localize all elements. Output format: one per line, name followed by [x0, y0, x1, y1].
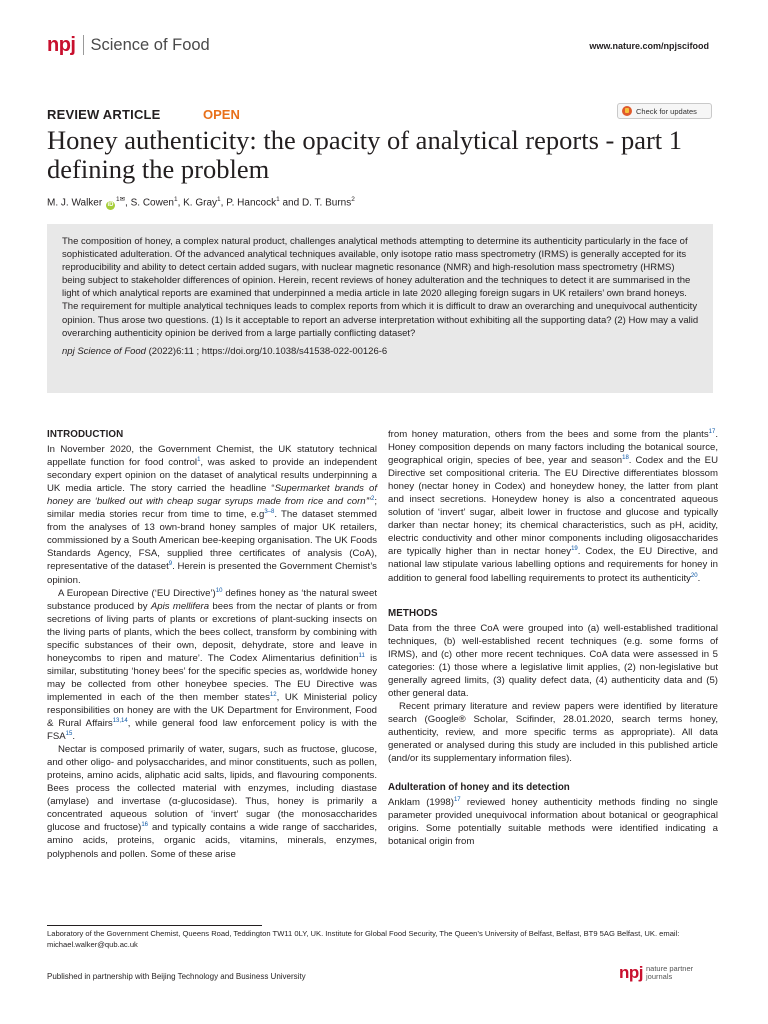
section-heading-methods: METHODS: [388, 607, 438, 619]
npj-logo: npj: [47, 33, 76, 56]
partnership-note: Published in partnership with Beijing Technology and Business University: [47, 972, 306, 981]
npj-footer-logo: npj: [619, 963, 643, 982]
body-paragraph: from honey maturation, others from the bees and some from the plants$^{17}$. Honey composition depends on many factors including the botanical source, geographical origin, species of bee, year and season$^{18}$. Codex and the EU Directive set compositional criteria. The EU Directive differentiates blossom honey (nectar honey in Codex) and honeydew honey, the latter from plant and insect secretions. Honeydew honey is also a concentrated aqueous solution of ‘invert’ sugar, albeit lower in fructose and glucose and typically darker than nectar honey; its chemical characteristics, such as pH, acidity, electric conductivity and other minor components including oligosaccharides are typically higher than in nectar honey$^{19}$. Codex, the EU Directive, and national law stipulate various labelling options and requirements for honey in addition to general food labelling requirements to protect its authenticity$^{20}$.: [388, 428, 719, 584]
section-heading-introduction: INTRODUCTION: [47, 429, 124, 440]
author-name[interactable]: P. Hancock: [226, 197, 277, 209]
citation-doi-link[interactable]: (2022)6:11 ; https://doi.org/10.1038/s41538-022-00126-6: [145, 345, 388, 357]
body-column-right: [388, 428, 718, 848]
open-access-label: OPEN: [203, 107, 240, 122]
nature-partner-journals-logo[interactable]: [619, 963, 693, 983]
author-name[interactable]: M. J. Walker: [47, 197, 103, 209]
body-paragraph: A European Directive (‘EU Directive’)$^{10}$ defines honey as ‘the natural sweet substance produced by Apis mellifera bees from the nectar of plants or from secretions of living parts of plants or excretions of plant-sucking insects on the living parts of plants, which the bees collect, transform by combining with specific substances of their own, deposit, dehydrate, store and leave in honeycombs to ripen and mature’. The Codex Alimentarius definition$^{11}$ is similar, substituting ‘honey bees’ for the specific species as, worldwide honey may be collected from other honeybee species. The EU Directive was implemented in each of the then member states$^{12}$, UK Ministerial policy responsibilities on honey are with the UK Department for Environment, Food & Rural Affairs$^{13,14}$, while general food law enforcement policy is with the FSA$^{15}$.: [47, 587, 378, 743]
body-paragraph: In November 2020, the Government Chemist, the UK statutory technical appellate function for food control$^1$, was asked to provide an independent secondary expert opinion on the dataset of analytical results underpinning a UK media article. The story carried the headline “Supermarket brands of honey are ‘bulked out with cheap sugar syrups made from rice and corn’”$^2$; similar media stories recur from time to time, $e.g^{3-8}$. The dataset stemmed from the analyses of 13 own-brand honey samples of major UK retailers, commissioned by a South American bee-keeping organisation. The UK Foods Standards Agency, FSA, supplied three certificates of analysis (CoA), representative of the dataset$^9$. Herein is presented the Government Chemist’s opinion.: [47, 444, 377, 586]
journal-brand[interactable]: [47, 34, 210, 56]
check-for-updates-button[interactable]: [617, 103, 712, 119]
body-column-left: [47, 428, 377, 861]
author-list: M. J. Walker $iD^{1✉}$, S. Cowen$^1$, K. Gray$^1$, P. Hancock$^1$ and D. T. Burns$^2$: [47, 196, 355, 209]
logo-nature: nature: [646, 964, 668, 973]
section-heading-adulteration: Adulteration of honey and its detection: [388, 782, 570, 794]
affiliations: Laboratory of the Government Chemist, Queens Road, Teddington TW11 0LY, UK. Institute for Global Food Security, The Queen’s University of Belfast, Belfast, BT9 5AG Belfast, UK. email: michael.walker@qub.ac.uk: [47, 929, 680, 949]
brand-divider: [83, 35, 84, 55]
author-name[interactable]: D. T. Burns: [301, 197, 352, 209]
abstract-text: The composition of honey, a complex natural product, challenges analytical methods attempting to determine its authenticity particularly in the face of sophisticated adulteration. Of the advanced analytical techniques available, only isotope ratio mass spectrometry (IRMS) is generally accepted for its reproducibility and ability to detect certain added sugars, with nuclear magnetic resonance (NMR) and high-resolution mass spectrometry (HRMS) being subject to stakeholder differences of opinion. Herein, recent reviews of honey adulteration and the techniques to detect it are summarised in the light of which analytical reports are examined that underpinned a media article in late 2020 alleging foreign sugars in UK retailers’ own brand honeys. The requirement for multiple analytical techniques leads to complex reports from which it is difficult to draw an overarching and unequivocal authenticity opinion. Thus arose two questions. (1) Is it acceptable to report an adverse interpretation without exhibiting all the supporting data? (2) How may a valid overarching authenticity opinion be derived from a large partially conflicting dataset?: [62, 236, 699, 339]
logo-partner: partner: [669, 964, 694, 973]
logo-journals: journals: [646, 972, 673, 981]
author-name[interactable]: S. Cowen: [130, 197, 174, 209]
partner-journals-text: [646, 965, 693, 981]
author-affiliation: 2: [351, 196, 355, 203]
site-url-link[interactable]: www.nature.com/npjscifood: [589, 41, 709, 51]
author-affiliation: 1: [276, 196, 280, 203]
footnote-rule: [47, 925, 262, 926]
abstract-box: [47, 224, 713, 393]
check-for-updates-label: Check for updates: [636, 106, 697, 116]
citation: [62, 345, 699, 358]
author-affiliation: 1: [173, 196, 178, 203]
article-type-label: REVIEW ARTICLE: [47, 107, 161, 122]
orcid-icon[interactable]: iD: [107, 202, 114, 209]
journal-name: Science of Food: [90, 35, 210, 54]
body-paragraph: Data from the three CoA were grouped into (a) well-established traditional techniques, (b) well-established recent techniques (e.g. some forms of IRMS), and (c) other more recent techniques. CoA data were assessed in 5 categories: (1) those where a legislative limit applies, (2) non-legislative but generally agreed limits, (3) quality defect data, (4) authenticity data and (5) other general data.: [388, 622, 718, 699]
author-affiliation: 1: [217, 196, 221, 203]
body-paragraph: Nectar is composed primarily of water, sugars, such as fructose, glucose, and other oligo- and polysaccharides, and minor constituents, such as pollen, proteins, amino acids, aliphatic acid salts, lipids, and flavouring components. Bees process the collected material with enzymes, including diastase (amylase) and invertase (α-glucosidase). Thus, honey is primarily a concentrated aqueous solution of ‘invert’ sugar (the monosaccharides glucose and fructose)$^{16}$ and typically contains a wide range of saccharides, amino acids, proteins, organic acids, vitamins, minerals, enzymes, polyphenols and pollen. Some of these arise: [47, 744, 377, 860]
citation-journal: npj Science of Food: [62, 345, 146, 357]
article-title: Honey authenticity: the opacity of analytical reports - part 1 defining the problem: [47, 125, 683, 184]
crossmark-icon: [622, 106, 632, 116]
body-paragraph: Recent primary literature and review papers were identified by literature search (Google® Scholar, Scifinder, 28.01.2020, search terms honey, authenticity, review, and more specific terms as appropriate). All data generated or analysed during this study are included in this published article (and/or its supplementary information files).: [388, 700, 718, 765]
author-affiliation: 1✉: [115, 196, 126, 203]
body-paragraph: Anklam $(1998)^{17}$ reviewed honey authenticity methods finding no single parameter provided unequivocal information about botanical or geographical origins. Some potentially suitable methods were identified indicating a botanical origin from: [388, 796, 718, 848]
author-name[interactable]: K. Gray: [183, 197, 218, 209]
